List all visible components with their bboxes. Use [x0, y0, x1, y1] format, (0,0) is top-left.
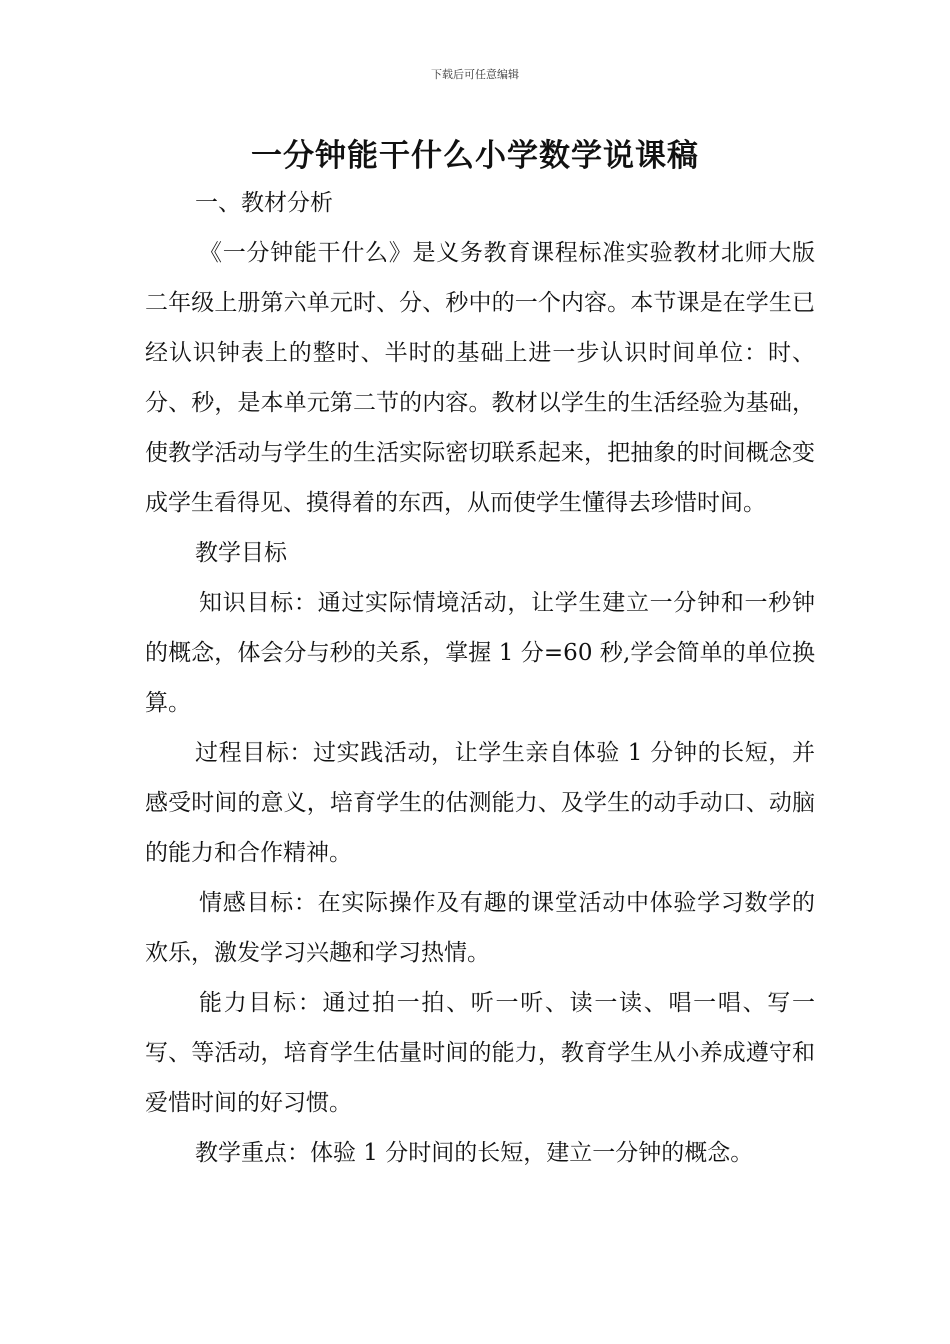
paragraph-textbook-analysis: 《一分钟能干什么》是义务教育课程标准实验教材北师大版二年级上册第六单元时、分、秒中的一个内容。本节课是在学生已经认识钟表上的整时、半时的基础上进一步认识时间单位：时、分、秒，是本单元第二节的内容。教材以学生的生活经验为基础，使教学活动与学生的生活实际密切联系起来，把抽象的时间概念变成学生看得见、摸得着的东西，从而使学生懂得去珍惜时间。 — [145, 240, 815, 516]
paragraph-key-point: 教学重点：体验 1 分时间的长短，建立一分钟的概念。 — [195, 1140, 754, 1166]
section-heading-teaching-goals: 教学目标 — [195, 540, 287, 566]
section-heading-textbook-analysis: 一、教材分析 — [195, 190, 333, 216]
paragraph-process-goal: 过程目标：过实践活动，让学生亲自体验 1 分钟的长短，并感受时间的意义，培育学生的估测能力、及学生的动手动口、动脑的能力和合作精神。 — [145, 740, 815, 866]
header-note: 下载后可任意编辑 — [431, 68, 519, 81]
document-body — [145, 178, 815, 1178]
paragraph-ability-goal: 能力目标：通过拍一拍、听一听、读一读、唱一唱、写一写、等活动，培育学生估量时间的能力，教育学生从小养成遵守和爱惜时间的好习惯。 — [145, 990, 815, 1116]
paragraph-knowledge-goal: 知识目标：通过实际情境活动，让学生建立一分钟和一秒钟的概念，体会分与秒的关系，掌握 1 分=60 秒,学会简单的单位换算。 — [145, 590, 815, 716]
document-title: 一分钟能干什么小学数学说课稿 — [251, 138, 699, 174]
paragraph-emotion-goal: 情感目标：在实际操作及有趣的课堂活动中体验学习数学的欢乐，激发学习兴趣和学习热情。 — [145, 890, 815, 966]
